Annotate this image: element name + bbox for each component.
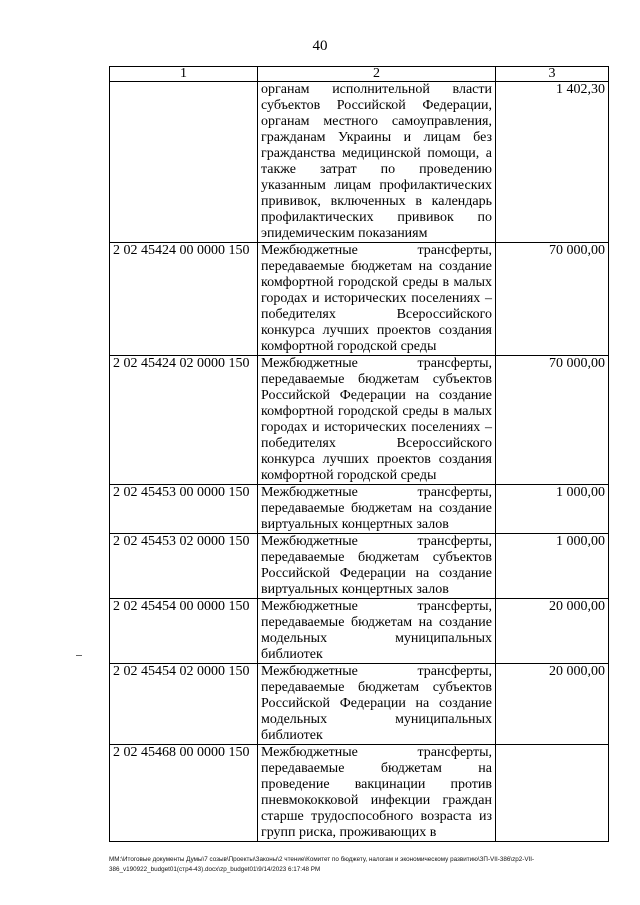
description-line: передаваемые бюджетам субъектов (261, 680, 492, 695)
budget-description (258, 485, 496, 534)
description-line: библиотек (261, 728, 323, 743)
budget-amount: 70 000,00 (496, 243, 609, 356)
description-line: Межбюджетные трансферты, (261, 534, 492, 549)
budget-description (258, 664, 496, 745)
description-line: передаваемые бюджетам субъектов (261, 372, 492, 387)
description-line: модельных муниципальных (261, 712, 492, 727)
description-line: виртуальных концертных залов (261, 517, 449, 532)
table-row (110, 243, 609, 356)
description-line: конкурса лучших проектов создания (261, 452, 492, 467)
table-row (110, 745, 609, 842)
budget-amount: 20 000,00 (496, 599, 609, 664)
budget-amount: 70 000,00 (496, 356, 609, 485)
budget-amount: 1 000,00 (496, 534, 609, 599)
column-header-amount: 3 (496, 67, 609, 82)
description-line: проведение вакцинации против (261, 777, 492, 792)
budget-description (258, 599, 496, 664)
footer-line: 386_v190922_budget01(стр4-43).docx\zp_budget01\9/14/2023 6:17:48 PM (109, 866, 321, 873)
budget-code (110, 82, 258, 243)
description-line: органам местного самоуправления, (261, 114, 492, 129)
budget-description (258, 243, 496, 356)
description-line: Межбюджетные трансферты, (261, 485, 492, 500)
table-row (110, 664, 609, 745)
description-line: эпидемическим показаниям (261, 226, 428, 241)
description-line: Межбюджетные трансферты, (261, 664, 492, 679)
description-line: передаваемые бюджетам на создание (261, 259, 492, 274)
table-row (110, 599, 609, 664)
budget-code: 2 02 45424 00 0000 150 (110, 243, 258, 356)
description-line: прививок, включенных в календарь (261, 194, 492, 209)
description-line: Межбюджетные трансферты, (261, 243, 492, 258)
description-line: Российской Федерации на создание (261, 566, 492, 581)
description-line: Российской Федерации на создание (261, 388, 492, 403)
description-line: субъектов Российской Федерации, (261, 98, 492, 113)
budget-description (258, 534, 496, 599)
description-line: библиотек (261, 647, 323, 662)
table-row (110, 82, 609, 243)
description-line: Межбюджетные трансферты, (261, 599, 492, 614)
file-path-footer (109, 855, 621, 875)
budget-code: 2 02 45424 02 0000 150 (110, 356, 258, 485)
description-line: указанным лицам профилактических (261, 178, 492, 193)
description-line: гражданства медицинской помощи, а (261, 146, 492, 161)
description-line: победителях Всероссийского (261, 307, 492, 322)
description-line: городах и исторических поселениях – (261, 420, 492, 435)
description-line: конкурса лучших проектов создания (261, 323, 492, 338)
budget-amount: 1 000,00 (496, 485, 609, 534)
description-line: Межбюджетные трансферты, (261, 356, 492, 371)
budget-code: 2 02 45453 02 0000 150 (110, 534, 258, 599)
budget-description (258, 745, 496, 842)
description-line: передаваемые бюджетам на (261, 761, 492, 776)
description-line: пневмококковой инфекции граждан (261, 793, 492, 808)
description-line: профилактических прививок по (261, 210, 492, 225)
description-line: гражданам Украины и лицам без (261, 130, 492, 145)
budget-code: 2 02 45453 00 0000 150 (110, 485, 258, 534)
budget-code: 2 02 45454 02 0000 150 (110, 664, 258, 745)
description-line: комфортной городской среды в малых (261, 275, 492, 290)
table-header-row (110, 67, 609, 82)
description-line: комфортной городской среды (261, 468, 437, 483)
description-line: комфортной городской среды в малых (261, 404, 492, 419)
description-line: Российской Федерации на создание (261, 696, 492, 711)
budget-table (109, 66, 609, 842)
description-line: комфортной городской среды (261, 339, 437, 354)
budget-code: 2 02 45468 00 0000 150 (110, 745, 258, 842)
budget-code: 2 02 45454 00 0000 150 (110, 599, 258, 664)
page-number: 40 (312, 38, 328, 54)
description-line: победителях Всероссийского (261, 436, 492, 451)
description-line: передаваемые бюджетам на создание (261, 501, 492, 516)
description-line: старше трудоспособного возраста из (261, 809, 492, 824)
budget-amount: 1 402,30 (496, 82, 609, 243)
table-row (110, 485, 609, 534)
budget-description (258, 356, 496, 485)
budget-description (258, 82, 496, 243)
table-row (110, 534, 609, 599)
description-line: Межбюджетные трансферты, (261, 745, 492, 760)
column-header-description: 2 (258, 67, 496, 82)
description-line: передаваемые бюджетам субъектов (261, 550, 492, 565)
margin-mark (76, 655, 82, 656)
column-header-code: 1 (110, 67, 258, 82)
budget-amount: 20 000,00 (496, 664, 609, 745)
description-line: групп риска, проживающих в (261, 825, 437, 840)
description-line: модельных муниципальных (261, 631, 492, 646)
budget-amount (496, 745, 609, 842)
description-line: городах и исторических поселениях – (261, 291, 492, 306)
footer-line: ММ:\Итоговые документы Думы\7 созыв\Проекты\Законы\2 чтение\Комитет по бюджету, налогам и экономическому развитию\ЗП-VII-386\zp2-VII- (109, 856, 535, 863)
description-line: органам исполнительной власти (261, 82, 492, 97)
description-line: виртуальных концертных залов (261, 582, 449, 597)
description-line: передаваемые бюджетам на создание (261, 615, 492, 630)
table-row (110, 356, 609, 485)
description-line: также затрат по проведению (261, 162, 492, 177)
